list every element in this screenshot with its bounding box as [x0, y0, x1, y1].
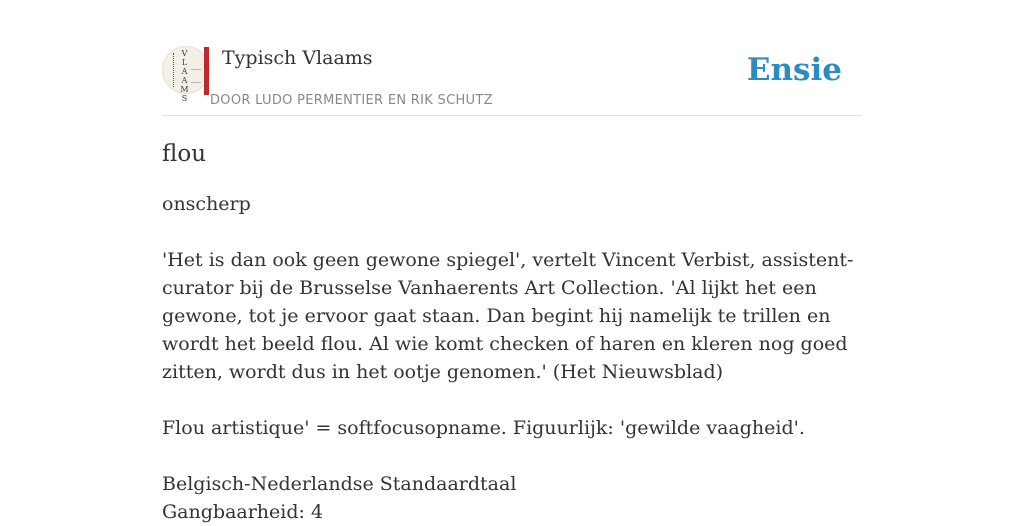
definition-frequency: Gangbaarheid: 4 [162, 501, 324, 523]
logo-letters: V L A A M S [180, 49, 189, 103]
entry-content [162, 138, 866, 526]
definition-short: onscherp [162, 193, 251, 215]
entry-definition [162, 190, 866, 526]
logo-red-stripe [204, 47, 209, 95]
definition-quote: 'Het is dan ook geen gewone spiegel', vertelt Vincent Verbist, assistent-curator bij de Brusselse Vanhaerents Art Collection. 'Al lijkt het een gewone, tot je ervoor gaat staan. Dan begint hij namelijk te trillen en wordt het beeld flou. Al wie komt checken of haren en kleren nog goed zitten, wordt dus in het ootje genomen.' (Het Nieuwsblad) [162, 249, 854, 383]
entry-word: flou [162, 141, 207, 167]
byline: DOOR LUDO PERMENTIER EN RIK SCHUTZ [210, 93, 493, 108]
ensie-logo[interactable]: Ensie [746, 52, 842, 88]
definition-note: Flou artistique' = softfocusopname. Figuurlijk: 'gewilde vaagheid'. [162, 417, 805, 439]
logo-lines [191, 69, 201, 83]
definition-language: Belgisch-Nederlandse Standaardtaal [162, 473, 517, 495]
site-header [162, 46, 862, 116]
typisch-vlaams-logo-icon[interactable] [162, 46, 210, 103]
site-title[interactable]: Typisch Vlaams [222, 47, 373, 69]
